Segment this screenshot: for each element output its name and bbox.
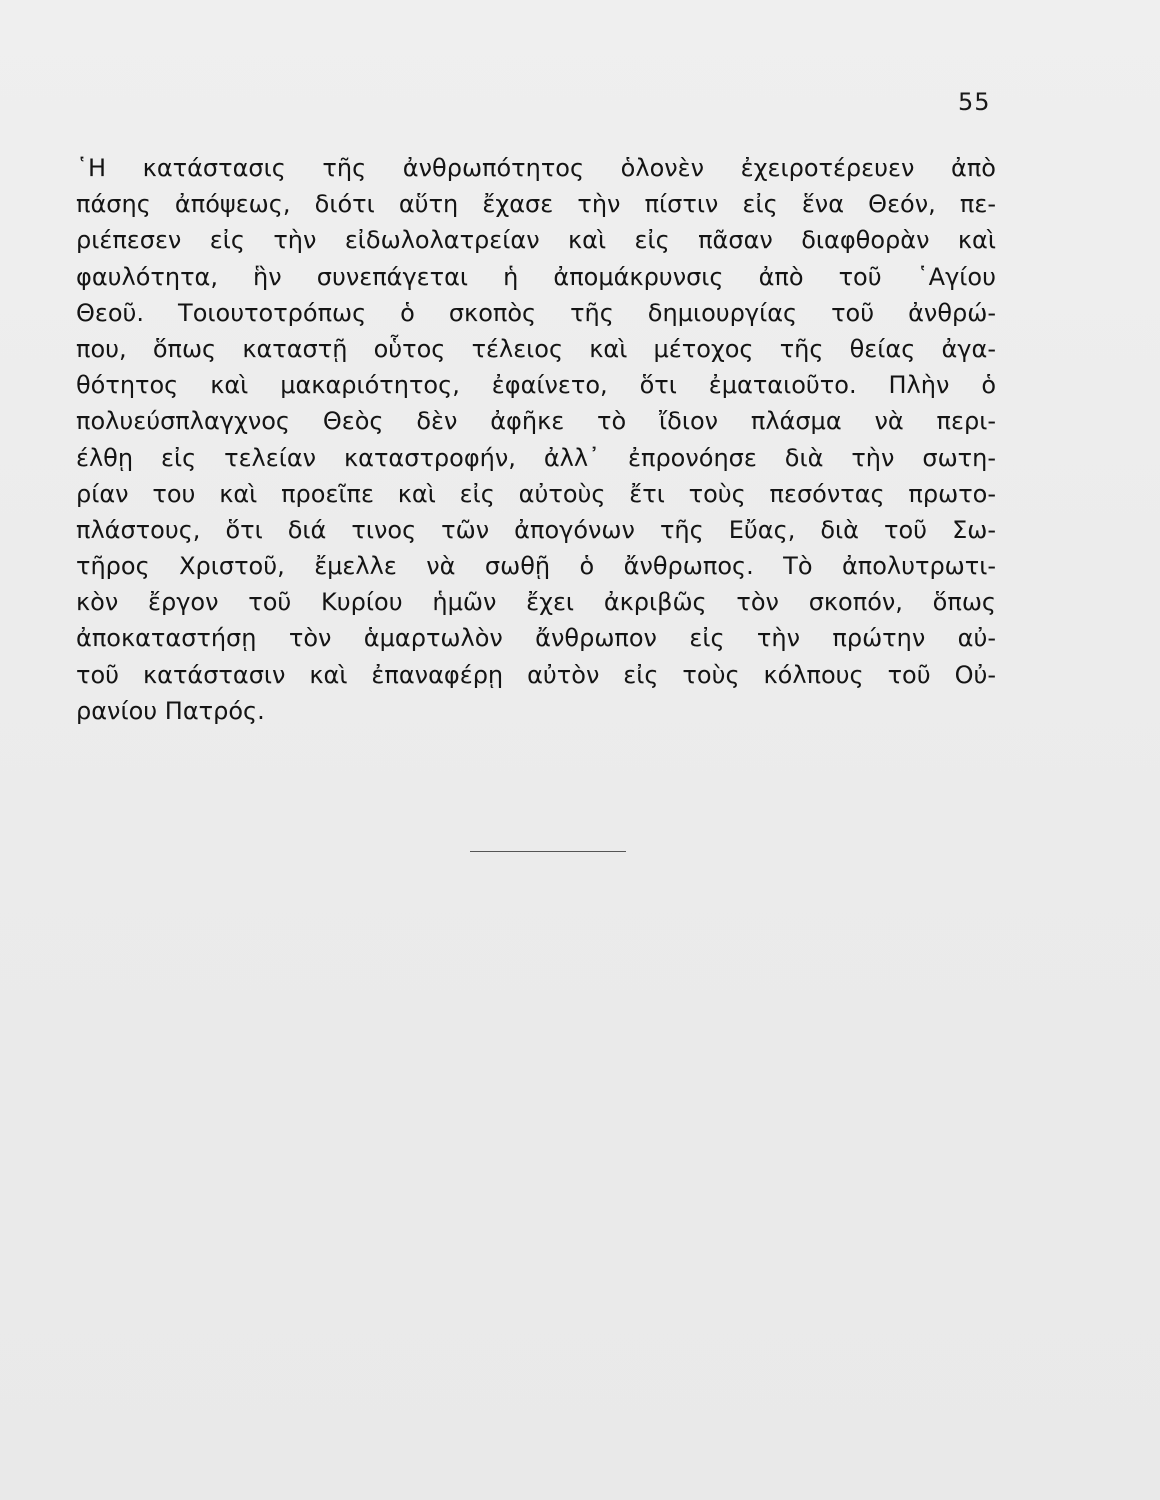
- paragraph-line: τῆρος Χριστοῦ, ἔμελλε νὰ σωθῇ ὁ ἄνθρωπος. Τὸ ἀπολυτρωτι-: [76, 552, 996, 581]
- paragraph-line: κὸν ἔργον τοῦ Κυρίου ἡμῶν ἔχει ἀκριβῶς τὸν σκοπόν, ὅπως: [76, 588, 996, 617]
- paragraph-line: θότητος καὶ μακαριότητος, ἐφαίνετο, ὅτι ἐματαιοῦτο. Πλὴν ὁ: [76, 371, 996, 400]
- section-divider: [470, 851, 626, 852]
- paragraph-last-line: ρανίου Πατρός.: [76, 696, 265, 725]
- paragraph-line: έλθῃ εἰς τελείαν καταστροφήν, ἀλλ᾽ ἐπρονόησε διὰ τὴν σωτη-: [76, 443, 996, 472]
- paragraph-line: πολυεύσπλαγχνος Θεὸς δὲν ἀφῆκε τὸ ἴδιον πλάσμα νὰ περι-: [76, 407, 996, 436]
- paragraph-line: ριέπεσεν εἰς τὴν εἰδωλολατρείαν καὶ εἰς πᾶσαν διαφθορὰν καὶ: [76, 226, 996, 255]
- page-number: 55: [958, 88, 991, 116]
- paragraph-line: πλάστους, ὅτι διά τινος τῶν ἀπογόνων τῆς Εὔας, διὰ τοῦ Σω-: [76, 515, 996, 544]
- paragraph-line: ἀποκαταστήσῃ τὸν ἁμαρτωλὸν ἄνθρωπον εἰς τὴν πρώτην αὐ-: [76, 624, 996, 653]
- paragraph-line: φαυλότητα, ἣν συνεπάγεται ἡ ἀπομάκρυνσις ἀπὸ τοῦ ῾Αγίου: [76, 262, 996, 291]
- body-paragraph: [76, 150, 996, 729]
- paragraph-line: πάσης ἀπόψεως, διότι αὕτη ἔχασε τὴν πίστιν εἰς ἕνα Θεόν, πε-: [76, 190, 996, 219]
- paragraph-line: τοῦ κατάστασιν καὶ ἐπαναφέρῃ αὐτὸν εἰς τοὺς κόλπους τοῦ Οὐ-: [76, 660, 996, 689]
- paragraph-line: Θεοῦ. Τοιουτοτρόπως ὁ σκοπὸς τῆς δημιουργίας τοῦ ἀνθρώ-: [76, 298, 996, 327]
- paragraph-line: που, ὅπως καταστῇ οὗτος τέλειος καὶ μέτοχος τῆς θείας ἀγα-: [76, 334, 996, 363]
- paragraph-line: ρίαν του καὶ προεῖπε καὶ εἰς αὐτοὺς ἔτι τοὺς πεσόντας πρωτο-: [76, 479, 996, 508]
- paragraph-line: ῾Η κατάστασις τῆς ἀνθρωπότητος ὁλονὲν ἐχειροτέρευεν ἀπὸ: [76, 154, 996, 182]
